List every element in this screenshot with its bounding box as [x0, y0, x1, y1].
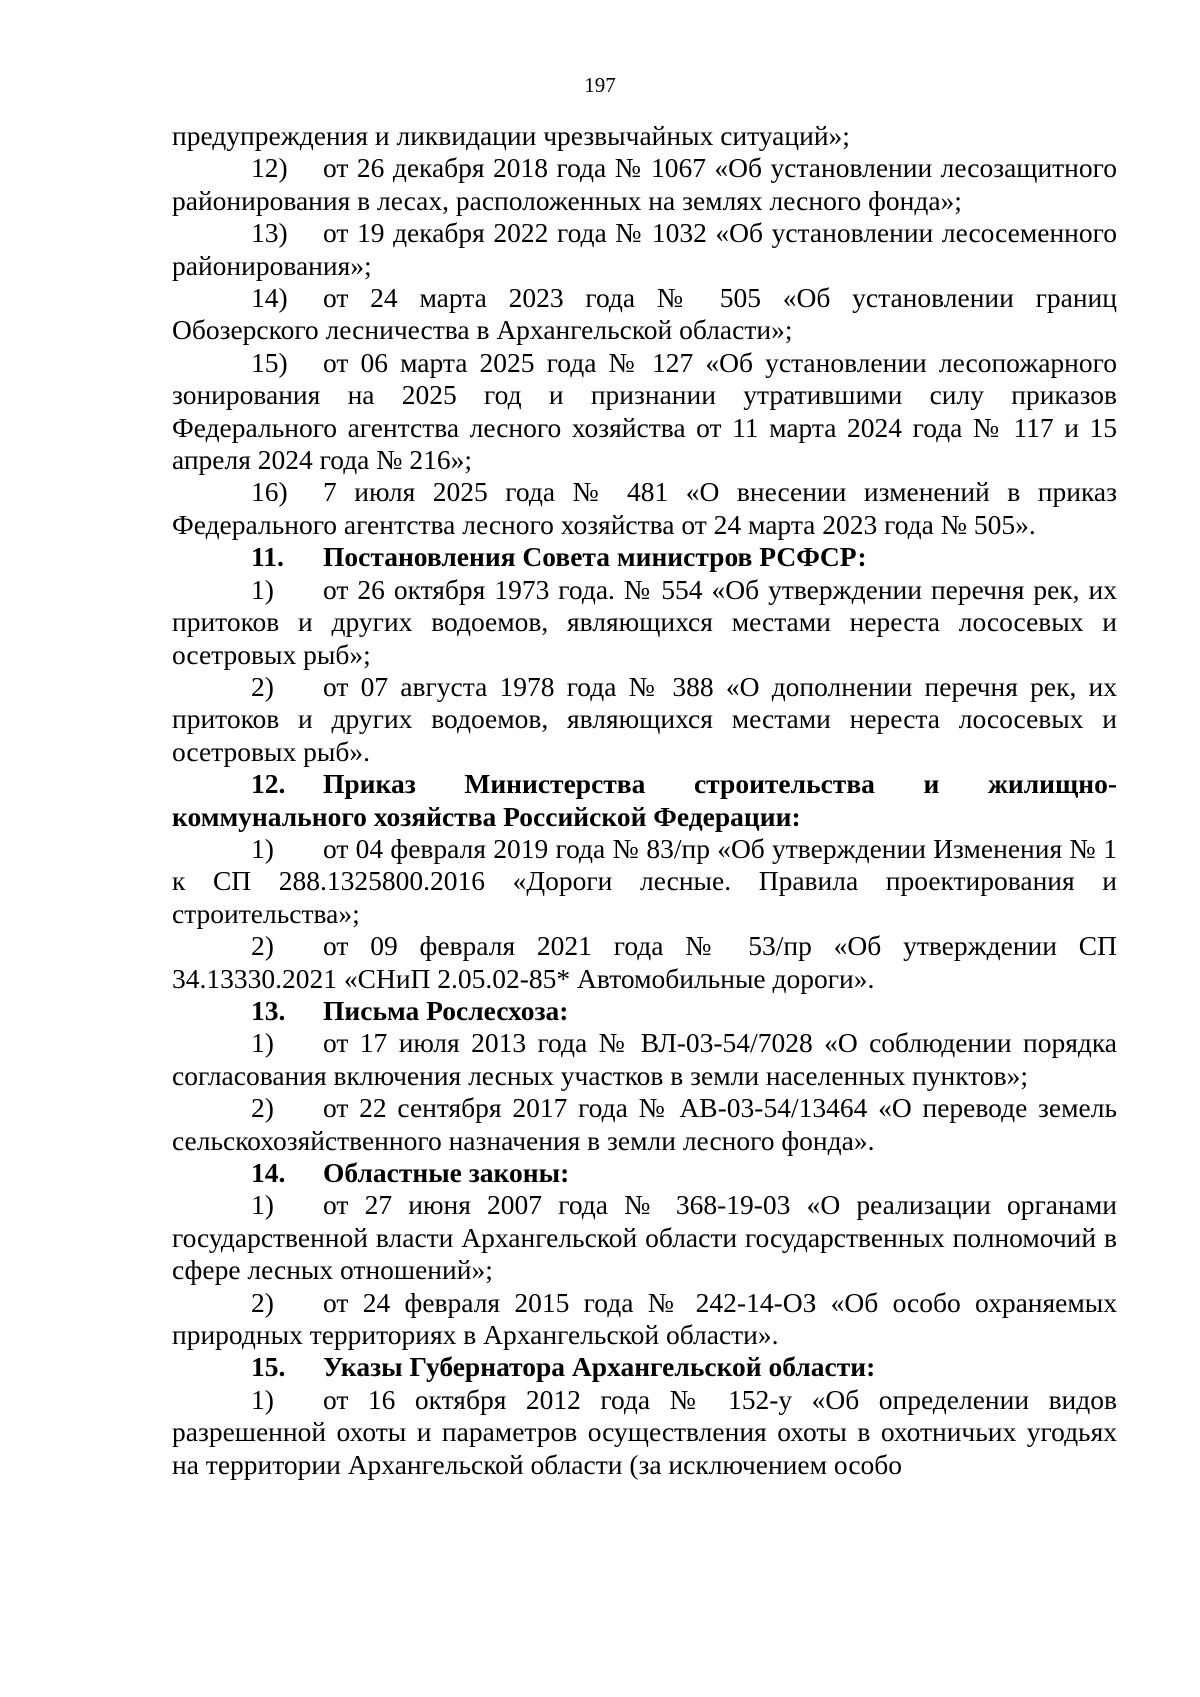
list-item	[172, 217, 1117, 282]
item-number: 2)	[251, 930, 274, 962]
list-item	[172, 1189, 1117, 1286]
item-number: 15)	[251, 346, 288, 378]
section-number: 15.	[251, 1351, 286, 1383]
paragraph-text: предупреждения и ликвидации чрезвычайных ситуаций»;	[172, 120, 850, 151]
section-title: Письма Рослесхоза:	[323, 994, 569, 1026]
item-number: 12)	[251, 152, 288, 184]
section-heading	[172, 1351, 1117, 1383]
item-number: 13)	[251, 217, 288, 249]
item-text: от 24 марта 2023 года № 505 «Об установлении границ Обозерского лесничества в Архангельской области»;	[172, 282, 1117, 346]
item-number: 2)	[251, 670, 274, 702]
item-number: 1)	[251, 1383, 274, 1415]
item-text: от 04 февраля 2019 года № 83/пр «Об утверждении Изменения № 1 к СП 288.1325800.2016 «Дороги лесные. Правила проектирования и строительства»;	[172, 832, 1117, 929]
item-text: от 16 октября 2012 года № 152-у «Об определении видов разрешенной охоты и параметров осуществления охоты в охотничьих угодьях на территории Архангельской области (за исключением особо	[172, 1383, 1117, 1480]
list-item	[172, 671, 1117, 768]
item-text: от 22 сентября 2017 года № АВ-03-54/13464 «О переводе земель сельскохозяйственного назначения в земли лесного фонда».	[172, 1092, 1117, 1156]
section-heading	[172, 768, 1117, 833]
item-text: 7 июля 2025 года № 481 «О внесении изменений в приказ Федерального агентства лесного хозяйства от 24 марта 2023 года № 505».	[172, 476, 1117, 540]
list-item	[172, 1384, 1117, 1481]
item-number: 1)	[251, 832, 274, 864]
item-text: от 06 марта 2025 года № 127 «Об установлении лесопожарного зонирования на 2025 год и признании утратившими силу приказов Федерального агентства лесного хозяйства от 11 марта 2024 года № 117 и 15 апреля 2024 года № 216»;	[172, 346, 1117, 476]
item-number: 2)	[251, 1286, 274, 1318]
section-number: 11.	[251, 541, 284, 573]
item-text: от 07 августа 1978 года № 388 «О дополнении перечня рек, их притоков и других водоемов, являющихся местами нереста лососевых и осетровых рыб».	[172, 670, 1117, 767]
item-number: 1)	[251, 1027, 274, 1059]
item-number: 16)	[251, 476, 288, 508]
page-number: 197	[584, 73, 616, 97]
list-item	[172, 833, 1117, 930]
section-number: 12.	[251, 768, 286, 800]
list-item	[172, 574, 1117, 671]
item-text: от 19 декабря 2022 года № 1032 «Об установлении лесосеменного районирования»;	[172, 217, 1117, 281]
list-item	[172, 1027, 1117, 1092]
item-text: от 17 июля 2013 года № ВЛ-03-54/7028 «О соблюдении порядка согласования включения лесных участков в земли населенных пунктов»;	[172, 1027, 1117, 1091]
item-text: от 26 декабря 2018 года № 1067 «Об установлении лесозащитного районирования в лесах, расположенных на землях лесного фонда»;	[172, 152, 1117, 216]
section-heading	[172, 995, 1117, 1027]
section-title: Приказ Министерства строительства и жилищно-коммунального хозяйства Российской Федерации:	[172, 768, 1117, 832]
list-item	[172, 152, 1117, 217]
item-text: от 26 октября 1973 года. № 554 «Об утверждении перечня рек, их притоков и других водоемов, являющихся местами нереста лососевых и осетровых рыб»;	[172, 573, 1117, 670]
item-text: от 24 февраля 2015 года № 242-14-ОЗ «Об особо охраняемых природных территориях в Архангельской области».	[172, 1286, 1117, 1351]
item-number: 1)	[251, 573, 274, 605]
continuation-paragraph	[172, 120, 1117, 152]
list-item	[172, 1287, 1117, 1352]
list-item	[172, 476, 1117, 541]
section-heading	[172, 1157, 1117, 1189]
section-title: Указы Губернатора Архангельской области:	[323, 1351, 876, 1383]
item-text: от 27 июня 2007 года № 368-19-03 «О реализации органами государственной власти Архангельской области государственных полномочий в сфере лесных отношений»;	[172, 1189, 1117, 1286]
section-heading	[172, 541, 1117, 573]
section-title: Постановления Совета министров РСФСР:	[323, 541, 867, 573]
section-title: Областные законы:	[323, 1157, 570, 1188]
item-text: от 09 февраля 2021 года № 53/пр «Об утверждении СП 34.13330.2021 «СНиП 2.05.02-85* Автомобильные дороги».	[172, 930, 1117, 994]
document-body	[172, 120, 1117, 1481]
list-item	[172, 282, 1117, 347]
list-item	[172, 1092, 1117, 1157]
section-number: 14.	[251, 1157, 286, 1188]
item-number: 1)	[251, 1189, 274, 1221]
section-number: 13.	[251, 994, 286, 1026]
item-number: 2)	[251, 1092, 274, 1124]
item-number: 14)	[251, 282, 288, 314]
list-item	[172, 347, 1117, 477]
list-item	[172, 930, 1117, 995]
